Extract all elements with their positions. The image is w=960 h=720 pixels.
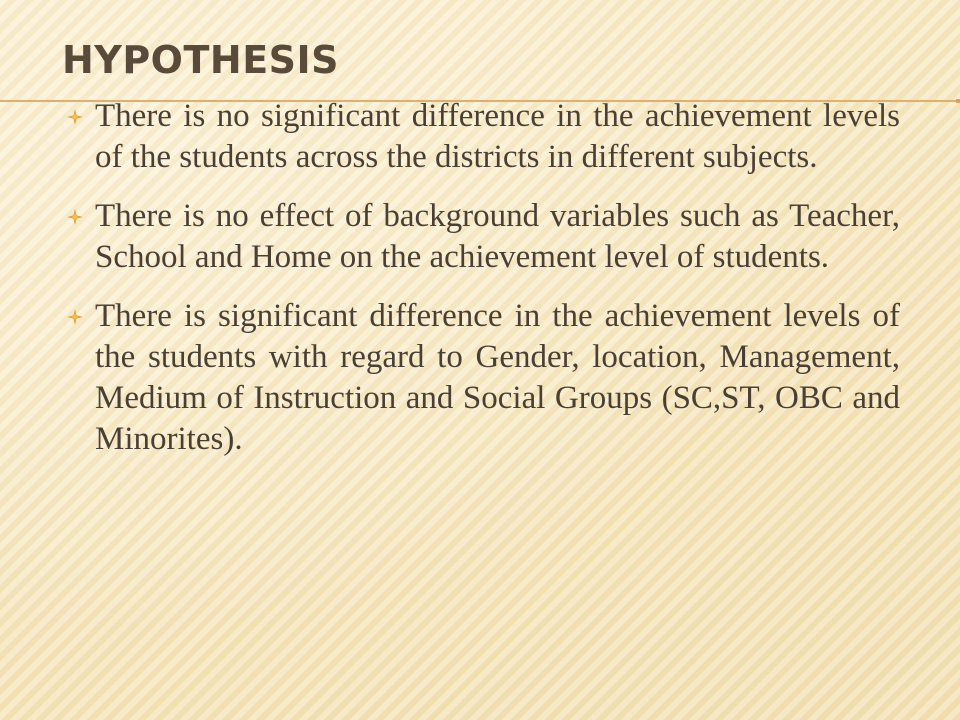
slide-title: HYPOTHESIS <box>62 38 340 82</box>
bullet-item <box>62 296 900 460</box>
bullet-text: There is no effect of background variables such as Teacher, School and Home on the achievement level of students. <box>95 198 900 275</box>
bullet-item <box>62 196 900 278</box>
bullet-text: There is significant difference in the achievement levels of the students with regard to Gender, location, Management, Medium of Instruction and Social Groups (SC,ST, OBC and Minorites). <box>95 298 900 457</box>
diamond-bullet-icon <box>67 209 83 225</box>
title-underline-endcap <box>956 99 960 103</box>
bullet-item <box>62 96 900 178</box>
diamond-bullet-icon <box>67 109 83 125</box>
diamond-bullet-icon <box>67 309 83 325</box>
bullet-list <box>62 96 900 478</box>
bullet-text: There is no significant difference in the achievement levels of the students across the districts in different subjects. <box>95 98 900 175</box>
